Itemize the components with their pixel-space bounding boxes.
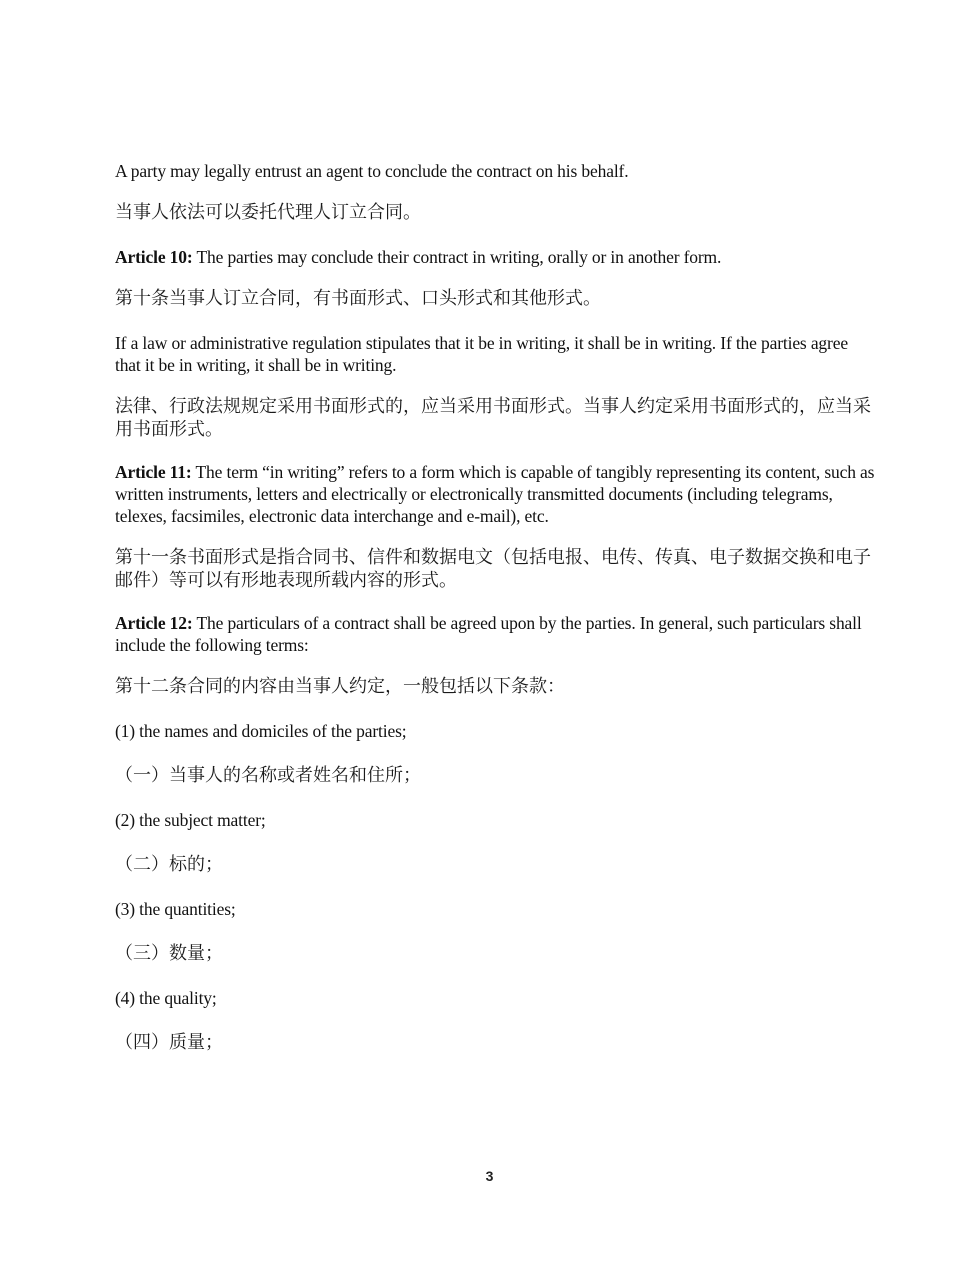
list-item-en: (3) the quantities; xyxy=(115,899,236,919)
article-11-text: The term “in writing” refers to a form which is capable of tangibly representing its content, such as written instruments, letters and electrically or electronically transmitted documents (including telegrams, telexes, facsimiles, electronic data interchange and e-mail), etc. xyxy=(115,462,875,526)
page-content xyxy=(115,160,875,1076)
article-10-label: Article 10: xyxy=(115,247,193,267)
paragraph-agent-zh: 当事人依法可以委托代理人订立合同。 xyxy=(115,202,421,223)
article-10-zh: 第十条当事人订立合同，有书面形式、口头形式和其他形式。 xyxy=(115,288,601,309)
article-12-label: Article 12: xyxy=(115,613,193,633)
paragraph-writing-en: If a law or administrative regulation stipulates that it be in writing, it shall be in writing. If the parties agree that it be in writing, it shall be in writing. xyxy=(115,333,848,375)
list-item-en: (1) the names and domiciles of the parties; xyxy=(115,721,407,741)
article-11-zh: 第十一条书面形式是指合同书、信件和数据电文（包括电报、电传、传真、电子数据交换和电子邮件）等可以有形地表现所载内容的形式。 xyxy=(115,547,871,591)
article-10-text: The parties may conclude their contract in writing, orally or in another form. xyxy=(192,247,722,267)
list-item-en: (2) the subject matter; xyxy=(115,810,266,830)
list-item-zh: （三）数量； xyxy=(115,943,223,964)
article-11-en xyxy=(115,461,875,527)
article-12-zh: 第十二条合同的内容由当事人约定，一般包括以下条款： xyxy=(115,676,565,697)
paragraph-writing-zh: 法律、行政法规规定采用书面形式的，应当采用书面形式。当事人约定采用书面形式的，应当采用书面形式。 xyxy=(115,396,871,440)
article-12-en xyxy=(115,612,875,656)
article-12-text: The particulars of a contract shall be agreed upon by the parties. In general, such particulars shall include the following terms: xyxy=(115,613,862,655)
list-item-zh: （一）当事人的名称或者姓名和住所； xyxy=(115,765,421,786)
paragraph-agent-en: A party may legally entrust an agent to conclude the contract on his behalf. xyxy=(115,161,629,181)
page-number: 3 xyxy=(485,1168,494,1184)
list-item-zh: （二）标的； xyxy=(115,854,223,875)
list-item-en: (4) the quality; xyxy=(115,988,217,1008)
article-10-en xyxy=(115,246,875,268)
article-11-label: Article 11: xyxy=(115,462,192,482)
list-item-zh: （四）质量； xyxy=(115,1032,223,1053)
